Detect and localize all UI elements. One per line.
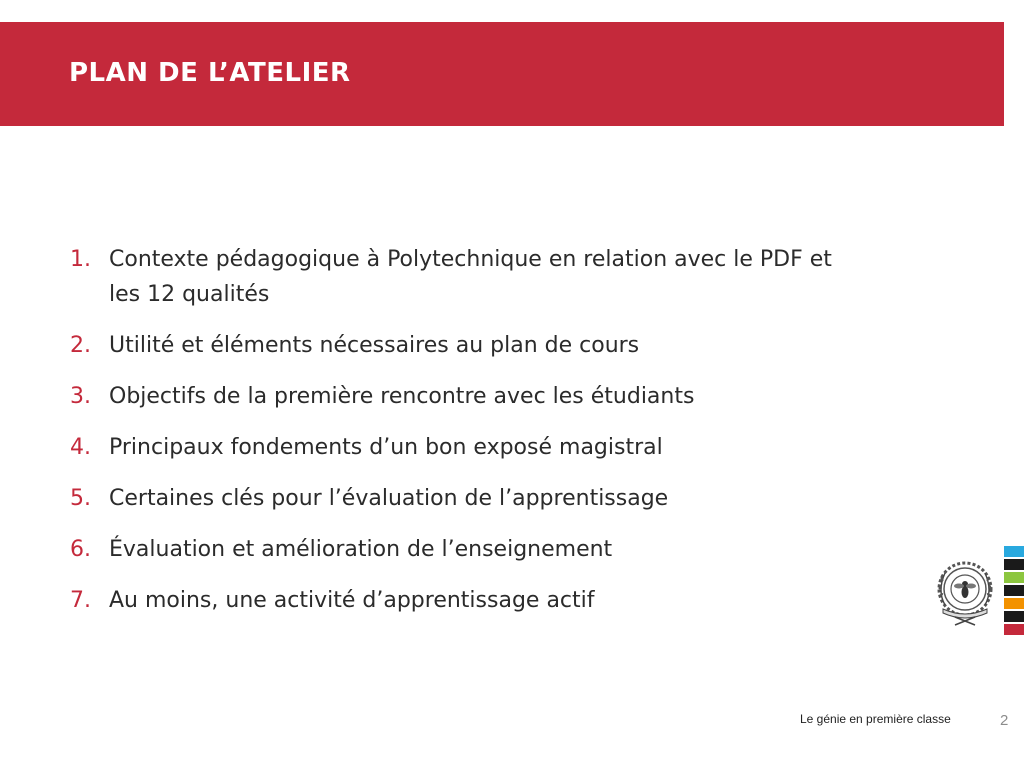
agenda-item-number: 1. [70, 247, 91, 272]
agenda-item-number: 7. [70, 588, 91, 613]
agenda-item [70, 481, 890, 516]
agenda-item-text: Au moins, une activité d’apprentissage actif [109, 588, 595, 613]
agenda-item [70, 379, 890, 414]
agenda-item [70, 430, 890, 465]
agenda-item [70, 242, 890, 312]
footer-tagline: Le génie en première classe [800, 712, 951, 726]
color-strip-band [1004, 624, 1024, 635]
agenda-item-text: Certaines clés pour l’évaluation de l’apprentissage [109, 486, 669, 511]
agenda-item-number: 3. [70, 384, 91, 409]
color-strip-band [1004, 559, 1024, 570]
agenda-item [70, 328, 890, 363]
color-strip [1004, 546, 1024, 634]
color-strip-band [1004, 572, 1024, 583]
slide-title: PLAN DE L’ATELIER [69, 58, 351, 88]
agenda-item-number: 5. [70, 486, 91, 511]
agenda-item [70, 583, 890, 618]
agenda-list [70, 242, 890, 634]
agenda-item-text: Utilité et éléments nécessaires au plan de cours [109, 333, 640, 358]
agenda-item-number: 2. [70, 333, 91, 358]
color-strip-band [1004, 598, 1024, 609]
agenda-item-text: Principaux fondements d’un bon exposé magistral [109, 435, 663, 460]
polytechnique-seal-icon [929, 555, 1001, 627]
agenda-item [70, 532, 890, 567]
agenda-item-number: 6. [70, 537, 91, 562]
seal-graphic [929, 555, 1001, 627]
color-strip-band [1004, 611, 1024, 622]
agenda-item-number: 4. [70, 435, 91, 460]
color-strip-band [1004, 585, 1024, 596]
agenda-item-text: Contexte pédagogique à Polytechnique en relation avec le PDF et les 12 qualités [109, 247, 832, 307]
agenda-item-text: Objectifs de la première rencontre avec les étudiants [109, 384, 695, 409]
color-strip-band [1004, 546, 1024, 557]
page-number: 2 [1000, 712, 1009, 729]
agenda-item-text: Évaluation et amélioration de l’enseignement [109, 537, 613, 562]
